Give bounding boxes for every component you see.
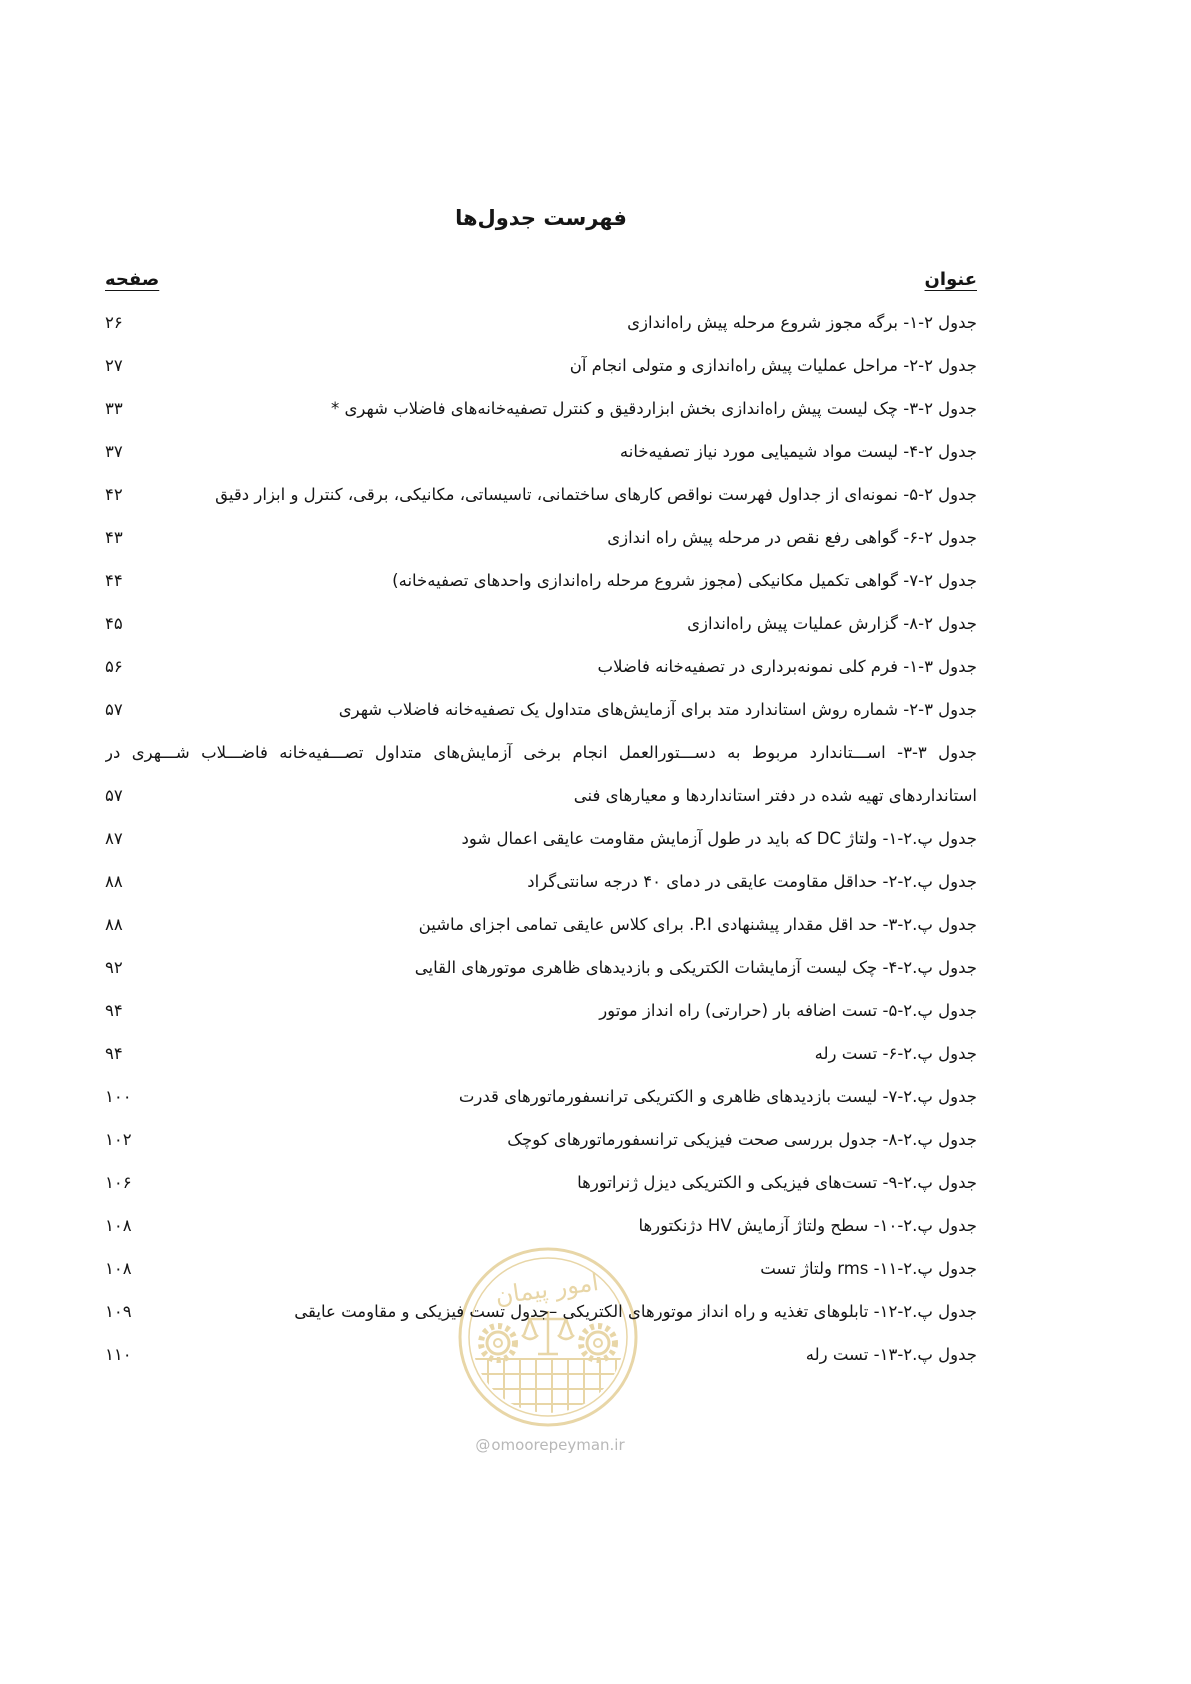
- toc-page-number: ۸۸: [105, 915, 123, 934]
- toc-row: [105, 1333, 977, 1376]
- toc-page-number: ۳۷: [105, 442, 123, 461]
- toc-entry-title: جدول ۳‏-۳‏- اســـتاندارد مربوط به دســـتورالعمل انجام برخی آزمایش‌های متداول تصـــفیه‌خانه فاضـــلاب شـــهری در: [105, 743, 977, 762]
- toc-entry-title: جدول پ.۲‏-۱۰‏- سطح ولتاژ آزمایش HV دژنکتورها: [638, 1216, 977, 1235]
- toc-page-number: ۱۰۰: [105, 1087, 132, 1106]
- toc-page-number: ۴۴: [105, 571, 123, 590]
- toc-row: [105, 301, 977, 344]
- toc-entry-title: جدول ۳‏-۱‏- فرم کلی نمونه‌برداری در تصفیه‌خانه فاضلاب: [597, 657, 977, 676]
- toc-entry-title: جدول پ.۲‏-۸‏- جدول بررسی صحت فیزیکی ترانسفورماتورهای کوچک: [507, 1130, 977, 1149]
- toc-header-row: [105, 258, 977, 301]
- toc-entry-title: جدول ۲‏-۵‏- نمونه‌ای از جداول فهرست نواقص کارهای ساختمانی، تاسیساتی، مکانیکی، برقی، کنترل و ابزار دقیق: [215, 485, 977, 504]
- toc-page-number: ۱۰۸: [105, 1259, 132, 1278]
- toc-row: [105, 1290, 977, 1333]
- toc-entry-title: جدول ۲‏-۴‏- لیست مواد شیمیایی مورد نیاز تصفیه‌خانه: [619, 442, 977, 461]
- toc-entry-title: جدول پ.۲‏-۴‏- چک لیست آزمایشات الکتریکی و بازدیدهای ظاهری موتورهای القایی: [414, 958, 977, 977]
- table-of-contents: [105, 258, 977, 1376]
- toc-page-number: ۱۰۹: [105, 1302, 132, 1321]
- toc-page-number: ۵۷: [105, 786, 123, 805]
- toc-entry-title: جدول ۳‏-۲‏- شماره روش استاندارد متد برای آزمایش‌های متداول یک تصفیه‌خانه فاضلاب شهری: [338, 700, 977, 719]
- watermark-website: [400, 1436, 700, 1454]
- toc-row: [105, 602, 977, 645]
- toc-entry-title: جدول ۲‏-۷‏- گواهی تکمیل مکانیکی (مجوز شروع مرحله راه‌اندازی واحدهای تصفیه‌خانه): [392, 571, 977, 590]
- toc-row: [105, 817, 977, 860]
- toc-entry-title: جدول پ.۲‏-۱۲‏- تابلوهای تغذیه و راه انداز موتورهای الکتریکی –جدول تست فیزیکی و مقاومت عایقی: [294, 1302, 977, 1321]
- toc-page-number: ۵۷: [105, 700, 123, 719]
- toc-page-number: ۸۸: [105, 872, 123, 891]
- toc-row: [105, 645, 977, 688]
- page-title: فهرست جدول‌ها: [455, 206, 627, 230]
- toc-entry-title: جدول پ.۲‏-۱۱‏- rms ولتاژ تست: [760, 1259, 977, 1278]
- toc-page-number: ۳۳: [105, 399, 123, 418]
- toc-row: [105, 903, 977, 946]
- toc-page-number: ۸۷: [105, 829, 123, 848]
- toc-page-number: ۲۷: [105, 356, 123, 375]
- column-header-title: عنوان: [924, 269, 977, 290]
- toc-entry-title-continuation: استانداردهای تهیه شده در دفتر استانداردها و معیارهای فنی: [573, 786, 977, 805]
- toc-page-number: ۲۶: [105, 313, 123, 332]
- toc-row: [105, 946, 977, 989]
- toc-row: [105, 1247, 977, 1290]
- seal-logo-text: امور پیمان: [493, 1267, 601, 1311]
- toc-entry-title: جدول پ.۲‏-۶‏- تست رله: [814, 1044, 977, 1063]
- toc-page-number: ۹۴: [105, 1001, 123, 1020]
- toc-entry-title: جدول پ.۲‏-۹‏- تست‌های فیزیکی و الکتریکی دیزل ژنراتورها: [577, 1173, 977, 1192]
- toc-entry-title: جدول ۲‏-۳‏- چک لیست پیش راه‌اندازی بخش ابزاردقیق و کنترل تصفیه‌خانه‌های فاضلاب شهری *: [330, 399, 977, 418]
- toc-row: [105, 1161, 977, 1204]
- toc-row-continuation: [105, 774, 977, 817]
- toc-entry-title: جدول پ.۲‏-۷‏- لیست بازدیدهای ظاهری و الکتریکی ترانسفورماتورهای قدرت: [458, 1087, 977, 1106]
- toc-entry-title: جدول ۲‏-۲‏- مراحل عملیات پیش راه‌اندازی و متولی انجام آن: [569, 356, 977, 375]
- toc-page-number: ۴۵: [105, 614, 123, 633]
- toc-entry-title: جدول پ.۲‏-۱‏- ولتاژ DC که باید در طول آزمایش مقاومت عایقی اعمال شود: [461, 829, 977, 848]
- toc-row: [105, 1075, 977, 1118]
- toc-row: [105, 387, 977, 430]
- toc-row: [105, 1204, 977, 1247]
- toc-page-number: ۱۱۰: [105, 1345, 132, 1364]
- toc-page-number: ۵۶: [105, 657, 123, 676]
- toc-row: [105, 688, 977, 731]
- toc-row: [105, 1118, 977, 1161]
- toc-row: [105, 344, 977, 387]
- toc-row: [105, 1032, 977, 1075]
- toc-page-number: ۹۲: [105, 958, 123, 977]
- website-url: omoorepeyman.ir: [491, 1436, 625, 1454]
- column-header-page: صفحه: [105, 269, 160, 290]
- toc-row: [105, 559, 977, 602]
- toc-entry-title: جدول ۲‏-۶‏- گواهی رفع نقص در مرحله پیش راه اندازی: [607, 528, 977, 547]
- toc-page-number: ۱۰۲: [105, 1130, 132, 1149]
- toc-entry-title: جدول پ.۲‏-۱۳‏- تست رله: [805, 1345, 977, 1364]
- toc-entry-title: جدول پ.۲‏-۲‏- حداقل مقاومت عایقی در دمای ۴۰ درجه سانتی‌گراد: [527, 872, 977, 891]
- toc-entry-title: جدول پ.۲‏-۳‏- حد اقل مقدار پیشنهادی P.I. برای کلاس عایقی تمامی اجزای ماشین: [418, 915, 977, 934]
- toc-page-number: ۱۰۶: [105, 1173, 132, 1192]
- toc-page-number: ۴۳: [105, 528, 123, 547]
- toc-row: [105, 516, 977, 559]
- toc-page-number: ۱۰۸: [105, 1216, 132, 1235]
- at-sign-icon: @: [475, 1436, 491, 1454]
- toc-entry-title: جدول ۲‏-۸‏- گزارش عملیات پیش راه‌اندازی: [687, 614, 977, 633]
- toc-page-number: ۹۴: [105, 1044, 123, 1063]
- toc-entry-title: جدول ۲‏-۱‏- برگه مجوز شروع مرحله پیش راه‌اندازی: [627, 313, 977, 332]
- toc-entry-title: جدول پ.۲‏-۵‏- تست اضافه بار (حرارتی) راه انداز موتور: [599, 1001, 977, 1020]
- toc-row: [105, 860, 977, 903]
- toc-page-number: ۴۲: [105, 485, 123, 504]
- toc-row: [105, 430, 977, 473]
- toc-row: [105, 989, 977, 1032]
- toc-row: [105, 473, 977, 516]
- toc-row: [105, 731, 977, 774]
